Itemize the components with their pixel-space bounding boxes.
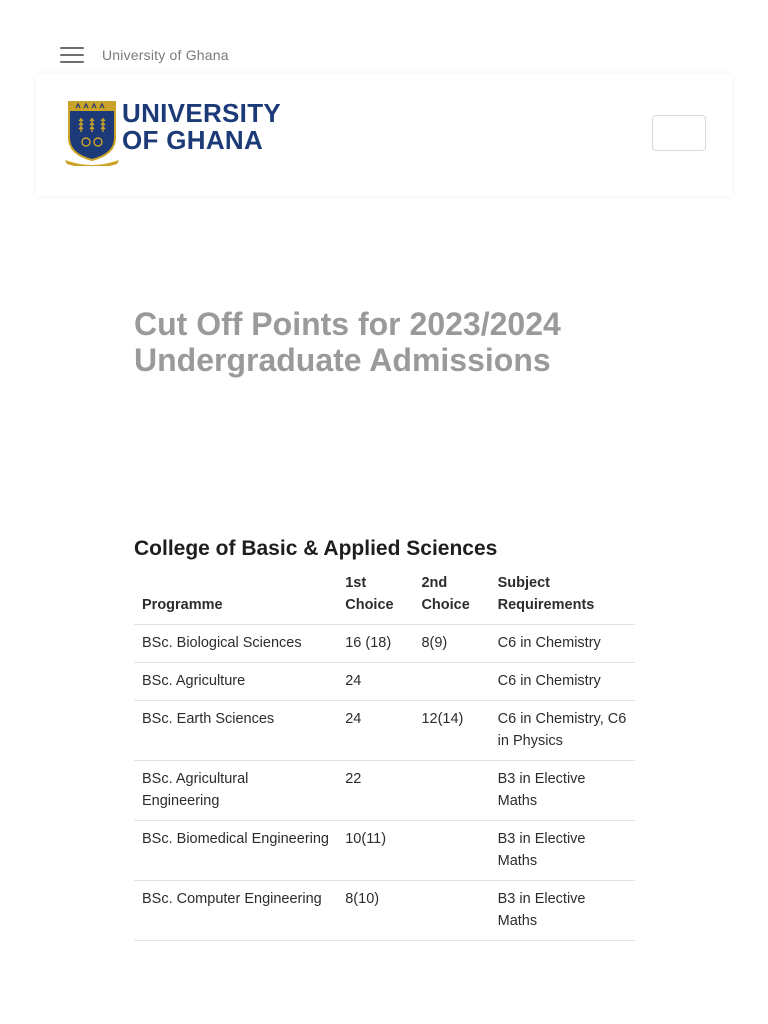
cell-requirements: C6 in Chemistry, C6 in Physics [490, 701, 635, 761]
cell-requirements: C6 in Chemistry [490, 663, 635, 701]
cell-programme: BSc. Computer Engineering [134, 881, 337, 941]
site-name[interactable]: University of Ghana [102, 47, 229, 63]
header-subject-requirements: Subject Requirements [490, 568, 635, 625]
cell-second-choice [413, 881, 489, 941]
cell-second-choice: 12(14) [413, 701, 489, 761]
university-logo[interactable] [64, 100, 294, 168]
header-first-choice: 1st Choice [337, 568, 413, 625]
table-row [134, 625, 635, 663]
cutoff-points-table [134, 568, 635, 941]
cell-programme: BSc. Agriculture [134, 663, 337, 701]
nav-menu-button[interactable] [652, 115, 706, 151]
table-row [134, 663, 635, 701]
cell-first-choice: 10(11) [337, 821, 413, 881]
page-title: Cut Off Points for 2023/2024 Undergraduate Admissions [134, 306, 561, 378]
hamburger-menu-icon[interactable] [60, 46, 84, 64]
cell-second-choice: 8(9) [413, 625, 489, 663]
cell-programme: BSc. Agricultural Engineering [134, 761, 337, 821]
cell-requirements: B3 in Elective Maths [490, 821, 635, 881]
cell-first-choice: 24 [337, 663, 413, 701]
table-row [134, 761, 635, 821]
table-row [134, 701, 635, 761]
cell-first-choice: 22 [337, 761, 413, 821]
cell-programme: BSc. Biomedical Engineering [134, 821, 337, 881]
cell-requirements: C6 in Chemistry [490, 625, 635, 663]
cell-first-choice: 8(10) [337, 881, 413, 941]
top-bar [0, 0, 768, 74]
cell-programme: BSc. Biological Sciences [134, 625, 337, 663]
cell-second-choice [413, 663, 489, 701]
site-header [36, 74, 732, 196]
logo-wordmark [122, 100, 281, 154]
table-row [134, 821, 635, 881]
cell-first-choice: 24 [337, 701, 413, 761]
cell-first-choice: 16 (18) [337, 625, 413, 663]
cell-programme: BSc. Earth Sciences [134, 701, 337, 761]
cell-requirements: B3 in Elective Maths [490, 881, 635, 941]
table-header-row [134, 568, 635, 625]
table-row [134, 881, 635, 941]
university-crest-icon [64, 100, 120, 166]
logo-line-2: OF GHANA [122, 125, 264, 155]
cell-second-choice [413, 821, 489, 881]
logo-line-1: UNIVERSITY [122, 98, 282, 128]
cell-second-choice [413, 761, 489, 821]
header-second-choice: 2nd Choice [413, 568, 489, 625]
cell-requirements: B3 in Elective Maths [490, 761, 635, 821]
section-title: College of Basic & Applied Sciences [134, 537, 498, 560]
header-programme: Programme [134, 568, 337, 625]
